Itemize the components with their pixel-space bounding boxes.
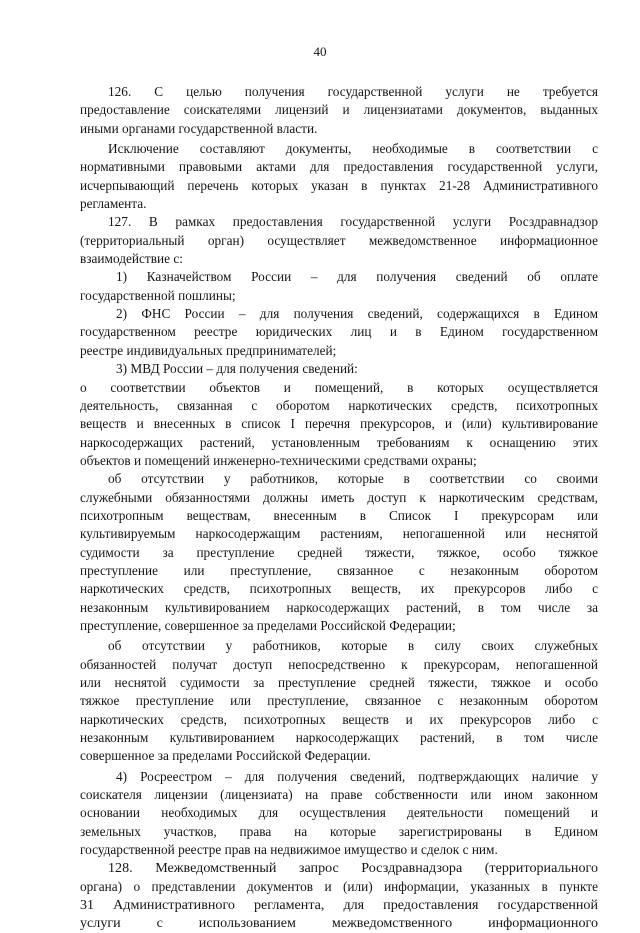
employees-no-record-line: преступление, совершенное за пределами Российской Федерации; — [80, 617, 456, 633]
list-item-1-line: государственной пошлины; — [80, 287, 236, 303]
precursor-access-line: тяжкое преступление или преступление, связанное с незаконным оборотом — [80, 693, 598, 709]
precursor-access-line: наркотических средств, психотропных веществ и их прекурсоров либо с — [80, 711, 598, 727]
list-item-2-line: реестре индивидуальных предпринимателей; — [80, 342, 337, 358]
list-item-1-line: 1) Казначейством России – для получения сведений об оплате — [116, 269, 598, 285]
employees-no-record-line: служебными обязанностями должны иметь доступ к наркотическим средствам, — [80, 489, 598, 505]
precursor-access-line: незаконным культивированием наркосодержащих растений, в том числе — [80, 730, 598, 746]
paragraph-128-line: органа) о представлении документов и (или) информации, указанных в пункте — [80, 878, 598, 894]
employees-no-record-line: психотропным веществам, внесенным в Список I прекурсорам или — [80, 507, 598, 523]
paragraph-127-line: (территориальный орган) осуществляет межведомственное информационное — [80, 232, 598, 248]
paragraph-127-line: 127. В рамках предоставления государственной услуги Росздравнадзор — [108, 214, 598, 230]
exception-paragraph-line: Исключение составляют документы, необходимые в соответствии с — [108, 141, 598, 157]
paragraph-126-line: 126. С целью получения государственной услуги не требуется — [108, 84, 598, 99]
objects-compliance-line: деятельность, связанная с оборотом наркотических средств, психотропных — [80, 397, 598, 413]
list-item-2-line: государственном реестре юридических лиц и в Едином государственном — [80, 324, 598, 340]
list-item-4-line: земельных участков, права на которые зарегистрированы в Едином — [80, 823, 598, 839]
employees-no-record-line: об отсутствии у работников, которые в соответствии со своими — [108, 471, 598, 487]
paragraph-126-line: иными органами государственной власти. — [80, 120, 318, 136]
list-item-4-line: государственной реестре прав на недвижимое имущество и сделок с ним. — [80, 842, 498, 858]
exception-paragraph-line: нормативными правовыми актами для предоставления государственной услуги, — [80, 159, 598, 175]
precursor-access-line: или неснятой судимости за преступление средней тяжести, тяжкое и особо — [80, 675, 598, 690]
page-number: 40 — [313, 44, 327, 59]
paragraph-127-line: взаимодействие с: — [80, 251, 183, 267]
exception-paragraph-line: регламента. — [80, 196, 147, 212]
paragraph-128-line: 128. Межведомственный запрос Росздравнадзора (территориального — [108, 860, 598, 877]
precursor-access-line: обязанностей получат доступ непосредственно к прекурсорам, непогашенной — [80, 656, 598, 672]
list-item-3-line: 3) МВД России – для получения сведений: — [116, 361, 358, 377]
list-item-2-line: 2) ФНС России – для получения сведений, содержащихся в Едином — [116, 306, 598, 322]
list-item-4-line: основании необходимых для осуществления деятельности помещений и — [80, 805, 598, 821]
paragraph-126-line: предоставление соискателями лицензий и лицензиатами документов, выданных — [80, 102, 598, 118]
objects-compliance-line: веществ и внесенных в список I перечня прекурсоров, и (или) культивирование — [80, 416, 598, 432]
objects-compliance-line: объектов и помещений инженерно-техническими средствами охраны; — [80, 452, 477, 468]
document-body — [80, 83, 598, 933]
objects-compliance-line: наркосодержащих растений, установленным требованиям к оснащению этих — [80, 434, 598, 450]
employees-no-record-line: судимости за преступление средней тяжести, тяжкое, особо тяжкое — [80, 544, 598, 560]
precursor-access-line: совершенное за пределами Российской Федерации. — [80, 748, 371, 764]
objects-compliance-line: о соответствии объектов и помещений, в которых осуществляется — [80, 379, 598, 395]
paragraph-128-line: 31 Административного регламента, для предоставления государственной — [80, 897, 598, 914]
exception-paragraph-line: исчерпывающий перечень которых указан в пунктах 21-28 Административного — [80, 177, 598, 193]
precursor-access-line: об отсутствии у работников, которые в силу своих служебных — [108, 638, 598, 654]
employees-no-record-line: наркотических средств, психотропных веществ, их прекурсоров либо с — [80, 581, 598, 597]
employees-no-record-line: незаконным культивированием наркосодержащих растений, в том числе за — [80, 599, 598, 615]
employees-no-record-line: преступление или преступление, связанное с незаконным оборотом — [80, 562, 598, 578]
employees-no-record-line: культивируемым наркосодержащим растениям, непогашенной или неснятой — [80, 526, 598, 542]
paragraph-128-line: услуги с использованием межведомственного информационного — [80, 915, 598, 932]
list-item-4-line: соискателя лицензии (лицензиата) на праве собственности или ином законном — [80, 787, 598, 803]
list-item-4-line: 4) Росреестром – для получения сведений, подтверждающих наличие у — [116, 768, 598, 784]
